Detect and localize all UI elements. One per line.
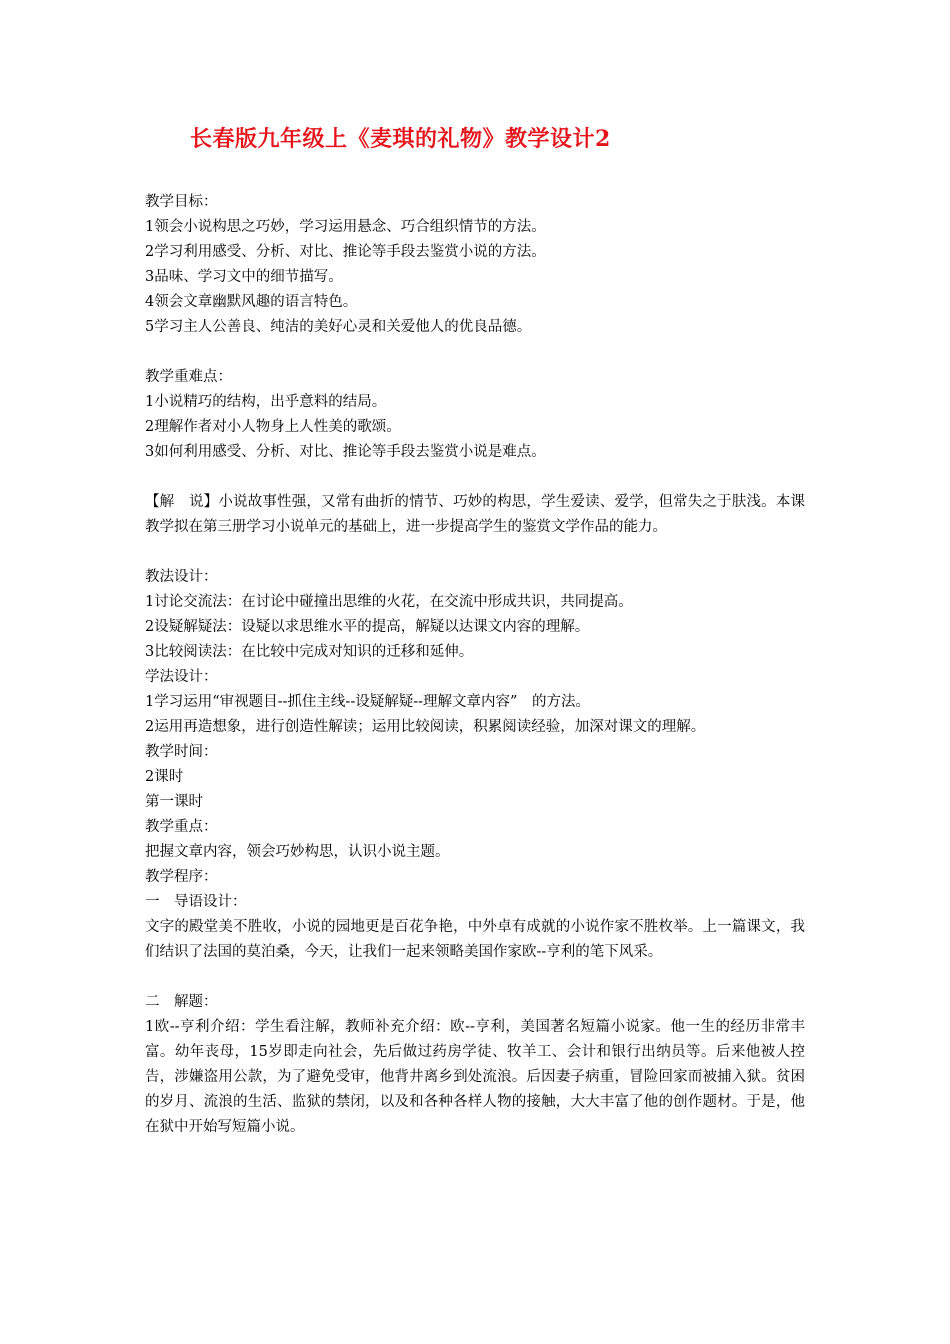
step2-heading: 二 解题：	[145, 994, 218, 1010]
step2-paragraph: 1欧--亨利介绍：学生看注解，教师补充介绍：欧--亨利，美国著名短篇小说家。他一生的经历非常丰富。幼年丧母，15岁即走向社会，先后做过药房学徒、牧羊工、会计和银行出纳员等。后来他被人控告，涉嫌盗用公款，为了避免受审，他背井离乡到处流浪。后因妻子病重，冒险回家而被捕入狱。贫困的岁月、流浪的生活、监狱的禁闭，以及和各种各样人物的接触，大大丰富了他的创作题材。于是，他在狱中开始写短篇小说。	[145, 1019, 805, 1135]
objective-item: 2学习利用感受、分析、对比、推论等手段去鉴赏小说的方法。	[145, 244, 546, 260]
teaching-method-item: 1讨论交流法：在讨论中碰撞出思维的火花，在交流中形成共识，共同提高。	[145, 594, 633, 610]
teaching-methods-heading: 教法设计：	[145, 569, 218, 585]
page-title: 长春版九年级上《麦琪的礼物》教学设计2	[190, 126, 611, 152]
learning-method-item: 2运用再造想象，进行创造性解读；运用比较阅读，积累阅读经验，加深对课文的理解。	[145, 719, 706, 735]
objective-item: 1领会小说构思之巧妙，学习运用悬念、巧合组织情节的方法。	[145, 219, 546, 235]
first-lesson-label: 第一课时	[145, 794, 203, 810]
teaching-time-value: 2课时	[145, 769, 184, 785]
objectives-heading: 教学目标：	[145, 194, 218, 210]
step1-paragraph: 文字的殿堂美不胜收，小说的园地更是百花争艳，中外卓有成就的小说作家不胜枚举。上一篇课文，我们结识了法国的莫泊桑，今天，让我们一起来领略美国作家欧--亨利的笔下风采。	[145, 919, 805, 960]
teaching-method-item: 2设疑解疑法：设疑以求思维水平的提高，解疑以达课文内容的理解。	[145, 619, 590, 635]
key-point-item: 1小说精巧的结构，出乎意料的结局。	[145, 394, 387, 410]
document-body	[145, 190, 805, 1140]
teaching-time-heading: 教学时间：	[145, 744, 218, 760]
lesson-focus-heading: 教学重点：	[145, 819, 218, 835]
teaching-method-item: 3比较阅读法：在比较中完成对知识的迁移和延伸。	[145, 644, 474, 660]
spacer	[145, 340, 805, 365]
objective-item: 5学习主人公善良、纯洁的美好心灵和关爱他人的优良品德。	[145, 319, 532, 335]
spacer	[145, 965, 805, 990]
objective-item: 4领会文章幽默风趣的语言特色。	[145, 294, 358, 310]
key-points-heading: 教学重难点：	[145, 369, 232, 385]
procedure-heading: 教学程序：	[145, 869, 218, 885]
objective-item: 3品味、学习文中的细节描写。	[145, 269, 343, 285]
key-point-item: 3如何利用感受、分析、对比、推论等手段去鉴赏小说是难点。	[145, 444, 546, 460]
lesson-focus-value: 把握文章内容，领会巧妙构思，认识小说主题。	[145, 844, 450, 860]
explanation-paragraph: 【解 说】小说故事性强，又常有曲折的情节、巧妙的构思，学生爱读、爱学，但常失之于肤浅。本课教学拟在第三册学习小说单元的基础上，进一步提高学生的鉴赏文学作品的能力。	[145, 494, 805, 535]
learning-method-item: 1学习运用“审视题目--抓住主线--设疑解疑--理解文章内容” 的方法。	[145, 694, 590, 710]
spacer	[145, 540, 805, 565]
spacer	[145, 465, 805, 490]
learning-methods-heading: 学法设计：	[145, 669, 218, 685]
key-point-item: 2理解作者对小人物身上人性美的歌颂。	[145, 419, 401, 435]
step1-heading: 一 导语设计：	[145, 894, 247, 910]
